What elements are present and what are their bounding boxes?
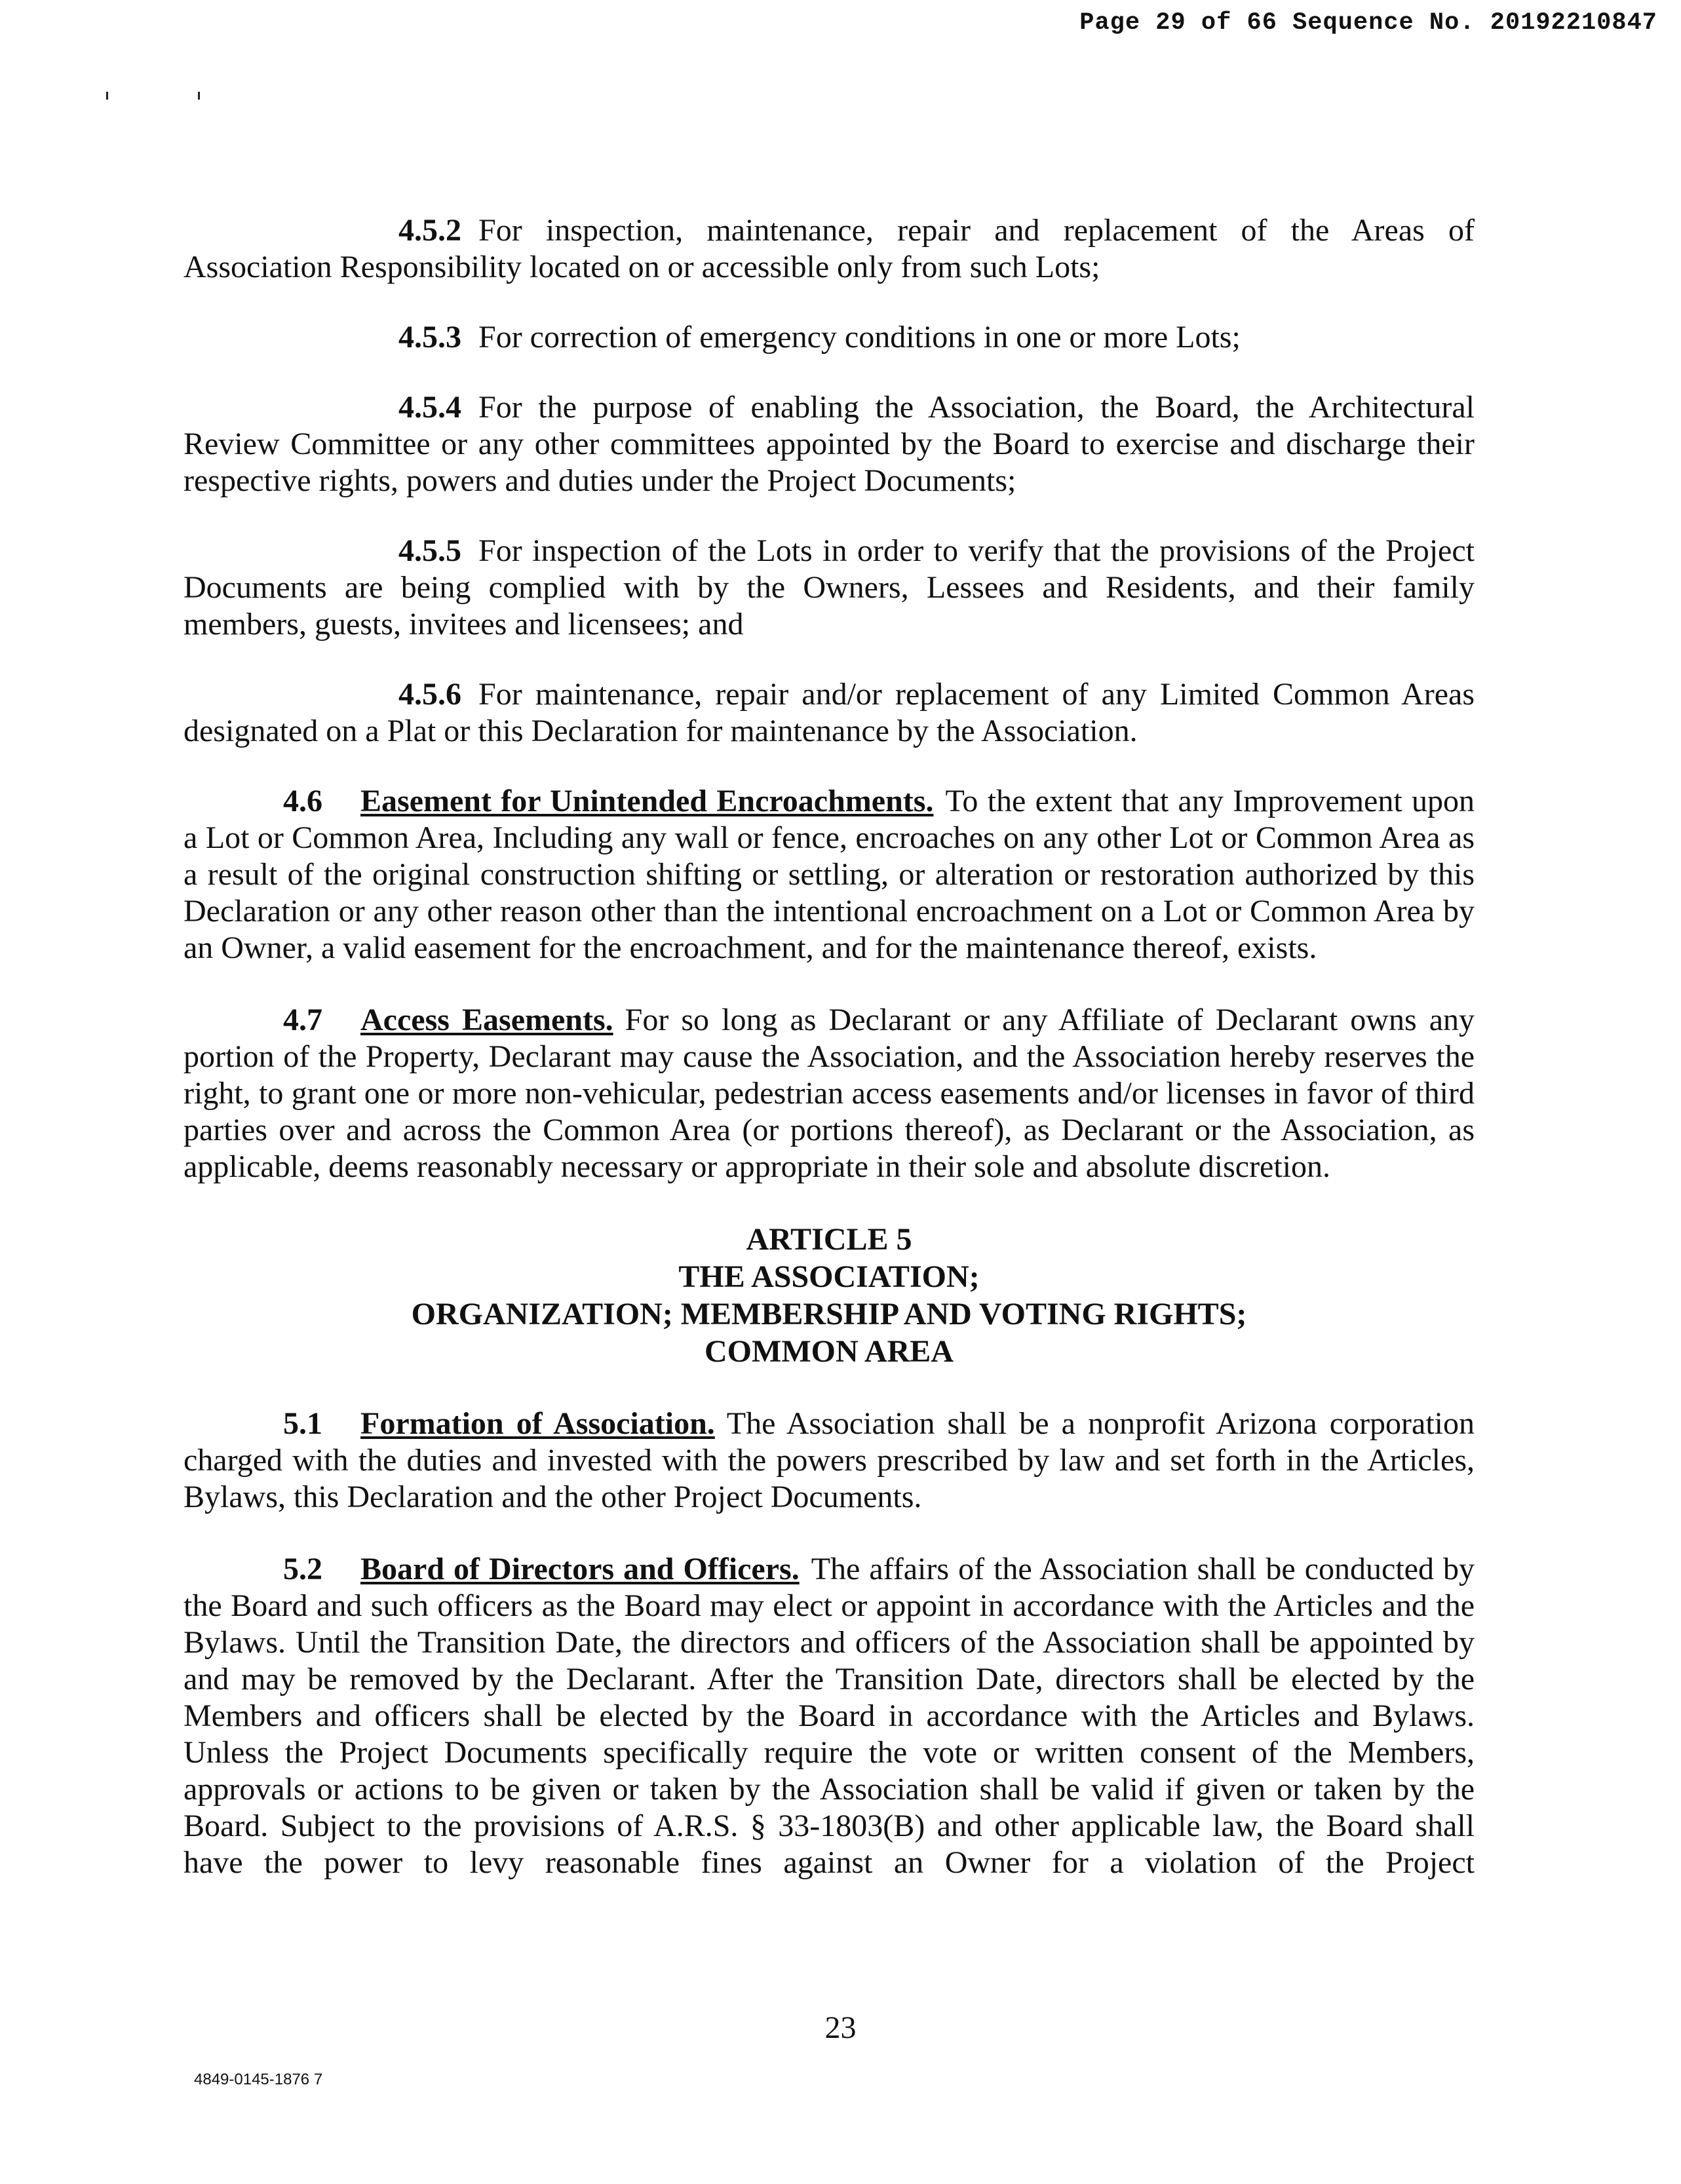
section-4-5-6 [184, 676, 1475, 750]
section-number: 5.2 [283, 1552, 322, 1586]
article-title-line-2: ORGANIZATION; MEMBERSHIP AND VOTING RIGHTS; [411, 1297, 1247, 1331]
section-text: To the extent that any Improvement upon a Lot or Common Area, Including any wall or fence, encroaches on any other Lot or Common Area as a result of the original construction shifting or settling, or alteration or restoration authorized by this Declaration or any other reason other than the intentional encroachment on a Lot or Common Area by an Owner, a valid easement for the encroachment, and for the maintenance thereof, exists. [184, 784, 1475, 965]
section-number: 4.6 [283, 784, 322, 818]
section-text: The affairs of the Association shall be conducted by the Board and such officers as the Board may elect or appoint in accordance with the Articles and the Bylaws. Until the Transition Date, the directors and officers of the Association shall be appointed by and may be removed by the Declarant. After the Transition Date, directors shall be elected by the Members and officers shall be elected by the Board in accordance with the Articles and Bylaws. Unless the Project Documents specifically require the vote or written consent of the Members, approvals or actions to be given or taken by the Association shall be valid if given or taken by the Board. Subject to the provisions of A.R.S. § 33-1803(B) and other applicable law, the Board shall have the power to levy reasonable fines against an Owner for a violation of the Project [184, 1552, 1475, 1880]
scan-mark-left [106, 92, 108, 100]
section-5-1 [184, 1406, 1475, 1516]
section-number: 4.5.3 [398, 320, 461, 354]
page-sequence-stamp: Page 29 of 66 Sequence No. 20192210847 [1079, 9, 1657, 37]
section-number: 4.5.4 [398, 390, 461, 425]
section-number: 4.5.6 [398, 677, 461, 712]
section-4-6 [184, 783, 1475, 967]
section-4-5-5 [184, 533, 1475, 643]
section-5-2 [184, 1551, 1475, 1881]
section-4-5-4 [184, 389, 1475, 499]
section-title: Board of Directors and Officers. [360, 1552, 800, 1586]
section-text: For correction of emergency conditions in one or more Lots; [478, 320, 1241, 354]
section-text: For inspection of the Lots in order to verify that the provisions of the Project Documents are being complied with by the Owners, Lessees and Residents, and their family members, guests, invitees and licensees; and [184, 533, 1475, 642]
section-text: For so long as Declarant or any Affiliate of Declarant owns any portion of the Property, Declarant may cause the Association, and the Association hereby reserves the right, to grant one or more non-vehicular, pedestrian access easements and/or licenses in favor of third parties over and across the Common Area (or portions thereof), as Declarant or the Association, as applicable, deems reasonably necessary or appropriate in their sole and absolute discretion. [184, 1003, 1475, 1184]
section-title: Access Easements. [360, 1003, 613, 1037]
section-4-5-3 [184, 319, 1475, 356]
section-number: 4.5.5 [398, 533, 461, 568]
article-title-line-1: THE ASSOCIATION; [678, 1259, 980, 1294]
section-title: Easement for Unintended Encroachments. [360, 784, 934, 818]
document-body [184, 212, 1475, 1917]
scan-mark-right [198, 92, 200, 100]
section-number: 4.7 [283, 1003, 322, 1037]
section-title: Formation of Association. [360, 1406, 715, 1441]
section-text: For maintenance, repair and/or replacement of any Limited Common Areas designated on a Plat or this Declaration for maintenance by the Association. [184, 677, 1475, 748]
section-number: 4.5.2 [398, 213, 461, 248]
section-4-5-2 [184, 212, 1475, 286]
section-text: For the purpose of enabling the Association, the Board, the Architectural Review Committee or any other committees appointed by the Board to exercise and discharge their respective rights, powers and duties under the Project Documents; [184, 390, 1475, 498]
article-title-line-3: COMMON AREA [705, 1334, 954, 1369]
article-number: ARTICLE 5 [746, 1222, 912, 1257]
section-number: 5.1 [283, 1406, 322, 1441]
document-id: 4849-0145-1876 7 [194, 2071, 323, 2088]
section-text: For inspection, maintenance, repair and replacement of the Areas of Association Responsibility located on or accessible only from such Lots; [184, 213, 1475, 284]
article-heading [184, 1221, 1475, 1370]
page-number: 23 [824, 2010, 857, 2045]
section-4-7 [184, 1002, 1475, 1185]
section-text: The Association shall be a nonprofit Arizona corporation charged with the duties and invested with the powers prescribed by law and set forth in the Articles, Bylaws, this Declaration and the other Project Documents. [184, 1406, 1475, 1514]
